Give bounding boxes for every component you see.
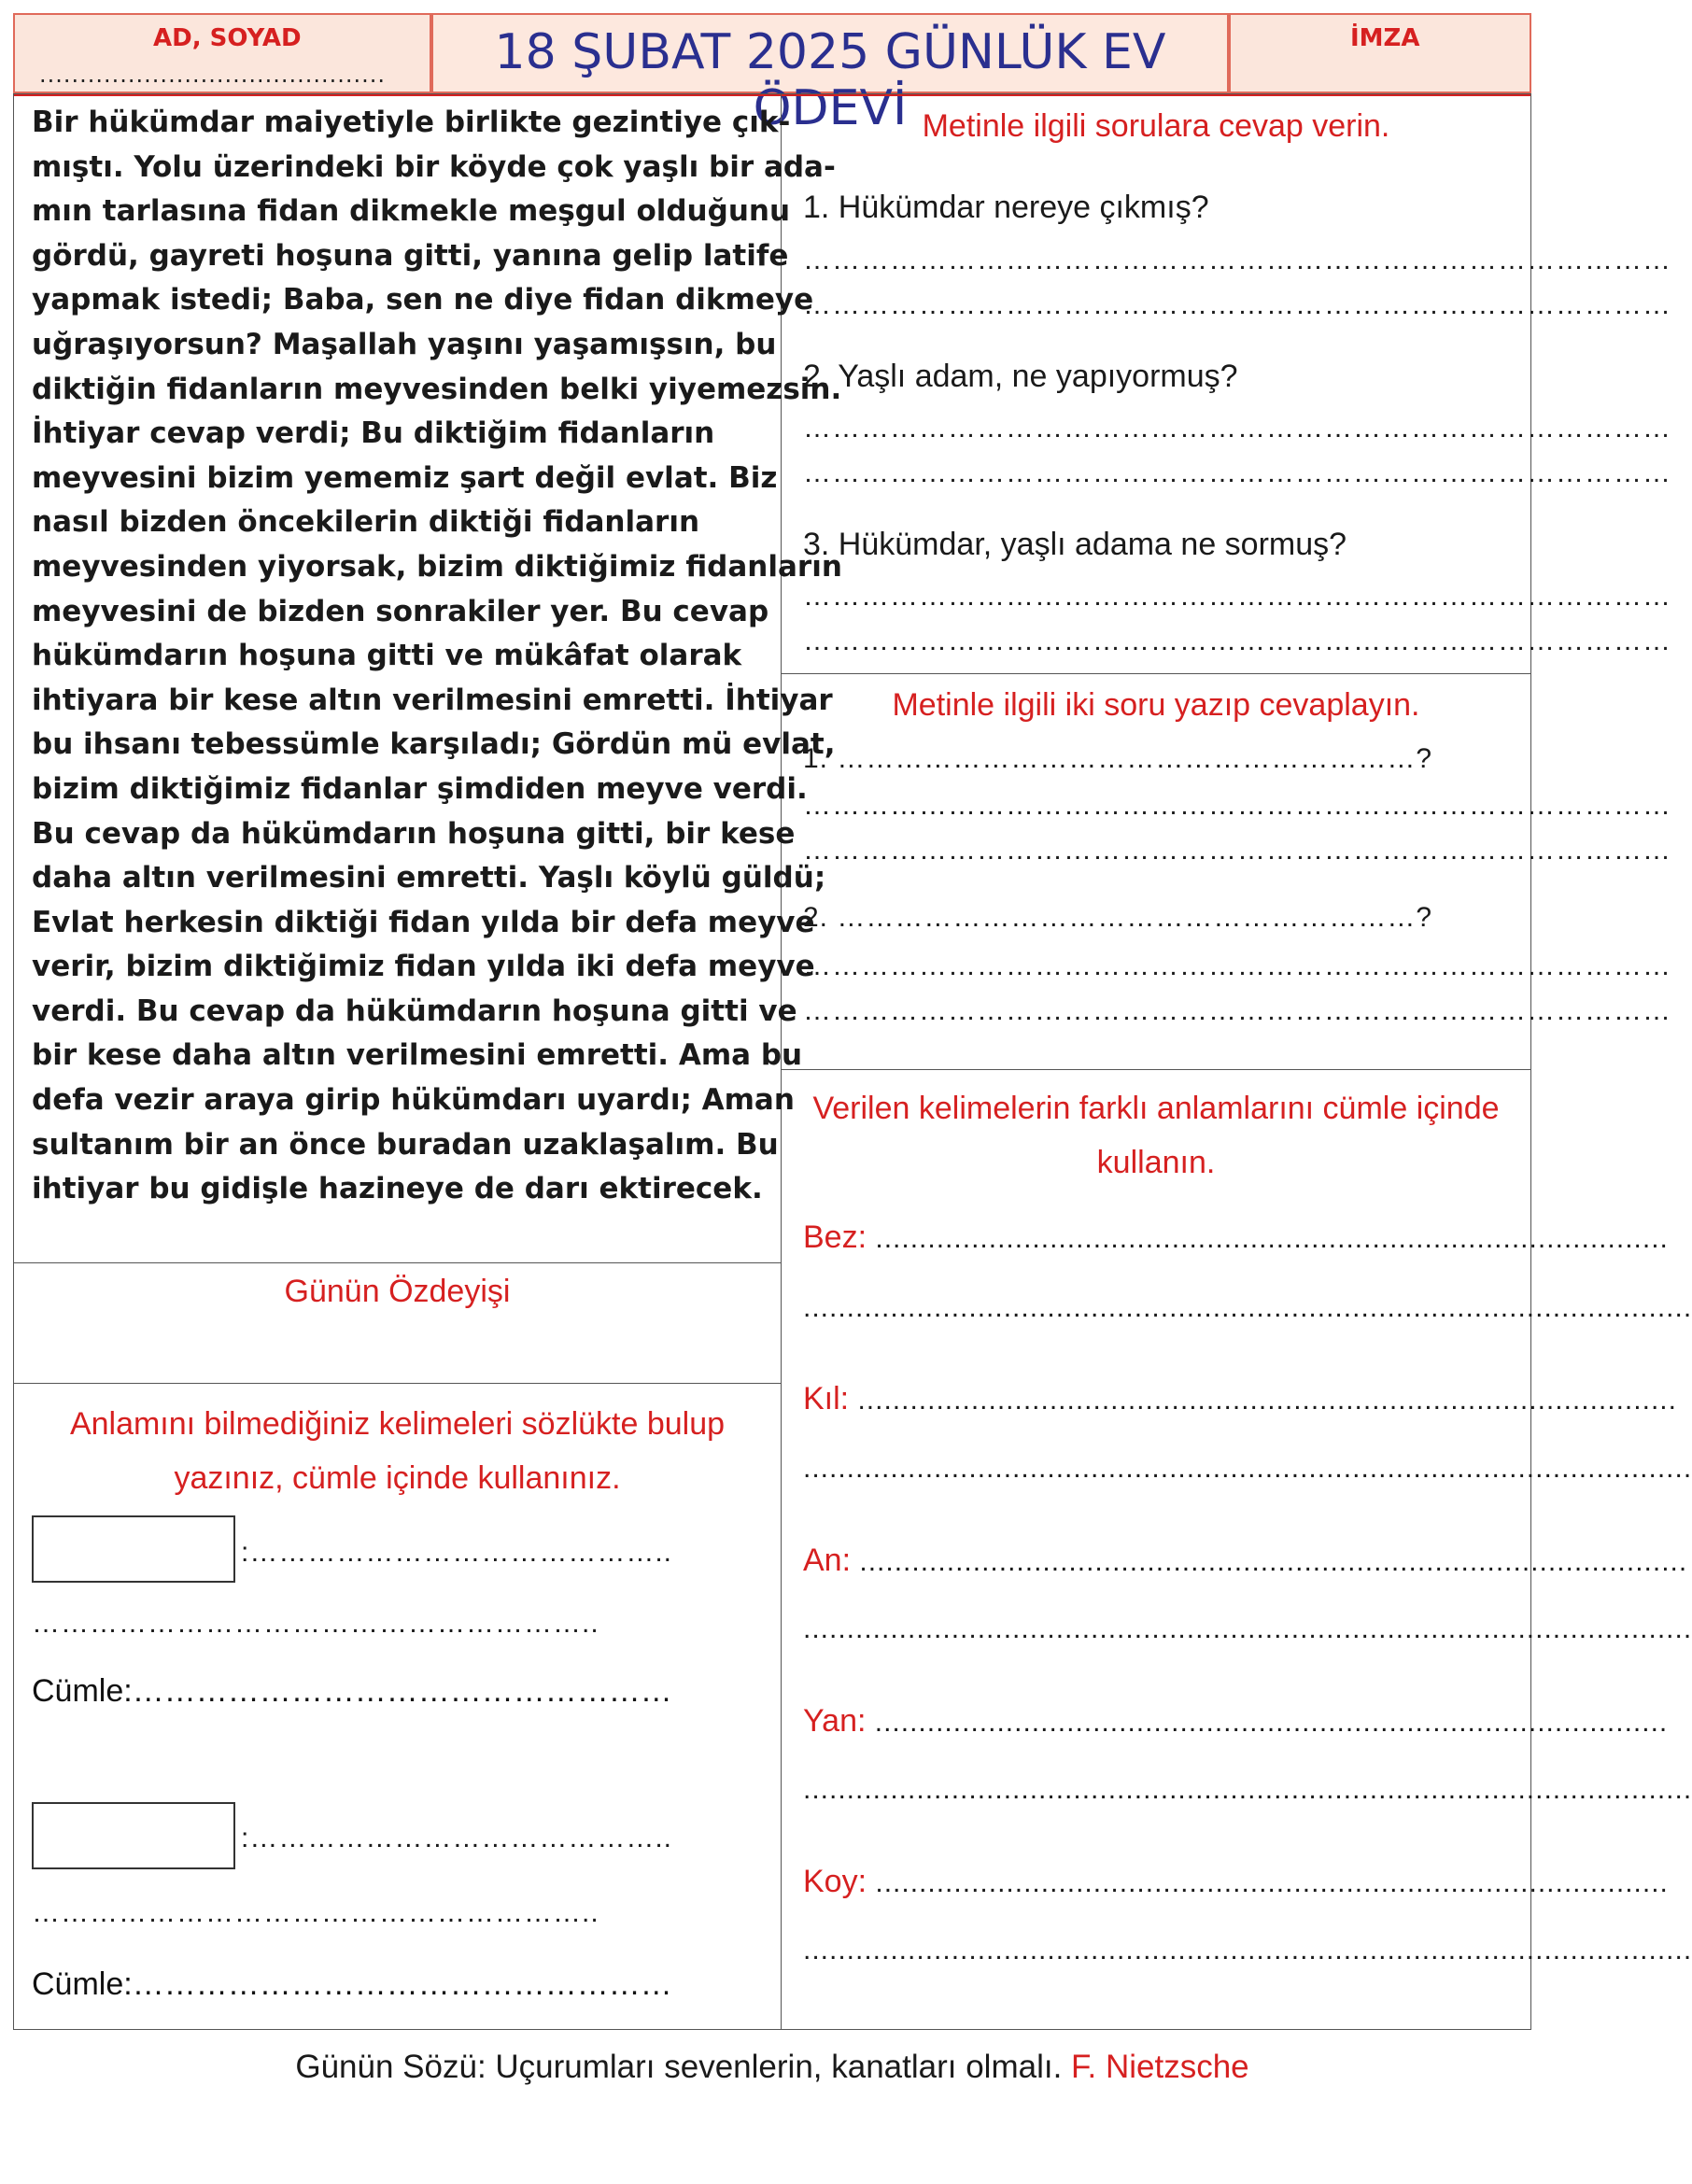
answer-dots[interactable]: ……………………………………………………………………………… [803, 245, 1671, 275]
story-line: meyvesini bizim yememiz şart değil evlat. Biz [32, 460, 778, 495]
sentence-line[interactable]: Cümle:…………………………………………… [32, 1966, 672, 2002]
word-label: An: [803, 1543, 852, 1578]
story-line: Bir hükümdar maiyetiyle birlikte gezintiye çık- [32, 106, 791, 139]
story-line: ihtiyara bir kese altın verilmesini emretti. İhtiyar [32, 683, 833, 717]
story-line: bir kese daha altın verilmesini emretti. Ama bu [32, 1038, 803, 1073]
story-line: sultanım bir an önce buradan uzaklaşalım. Bu [32, 1127, 779, 1162]
ozdeyis-top-line [13, 1262, 782, 1263]
story-text [32, 101, 842, 1212]
word-line-dots[interactable]: ...................................................................................................... [803, 1613, 1692, 1644]
questions-divider [781, 673, 1531, 674]
word-dots: .............................................................................................. [849, 1385, 1677, 1416]
story-line: yapmak istedi; Baba, sen ne diye fidan dikmeye [32, 283, 814, 317]
answer-dots[interactable]: ……………………………………………………………………………… [803, 458, 1671, 488]
word-line-dots[interactable]: ...................................................................................................... [803, 1774, 1692, 1805]
name-dots: ........................................... [39, 62, 387, 88]
word-dots: ........................................................................................... [867, 1223, 1669, 1254]
word-dots: ........................................................................................... [867, 1867, 1669, 1898]
story-line: meyvesinden yiyorsak, bizim diktiğimiz fidanların [32, 549, 842, 584]
answer-dots[interactable]: ……………………………………………………………………………… [803, 413, 1671, 444]
story-line: gördü, gayreti hoşuna gitti, yanına gelip latife [32, 238, 789, 273]
word-definition-dots[interactable]: :…………………………………….. [241, 1537, 673, 1568]
story-line: bu ihsanı tebessümle karşıladı; Gördün mü evlat, [32, 727, 836, 762]
definition-line-dots[interactable]: ………………………………………………….. [32, 1897, 599, 1928]
story-line: uğraşıyorsun? Maşallah yaşını yaşamışsın, bu [32, 327, 777, 361]
words-heading-line1: Verilen kelimelerin farklı anlamlarını cümle içinde [812, 1091, 1500, 1126]
word-kil[interactable] [803, 1381, 1677, 1417]
word-bez[interactable] [803, 1219, 1669, 1256]
page-title: 18 ŞUBAT 2025 GÜNLÜK EV ÖDEVİ [494, 24, 1166, 136]
answer-dots[interactable]: ……………………………………………………………………………… [803, 951, 1671, 981]
question-3: 3. Hükümdar, yaşlı adama ne sormuş? [803, 527, 1347, 562]
signature-label: İMZA [1350, 24, 1420, 52]
dictionary-heading-line2: yazınız, cümle içinde kullanınız. [174, 1460, 621, 1496]
word-label: Yan: [803, 1703, 867, 1739]
answer-dots[interactable]: ……………………………………………………………………………… [803, 289, 1671, 320]
answer-dots[interactable]: ……………………………………………………………………………… [803, 995, 1671, 1026]
story-line: Evlat herkesin diktiği fidan yılda bir defa meyve [32, 905, 815, 939]
answer-dots[interactable]: ……………………………………………………………………………… [803, 790, 1671, 821]
word-box-1[interactable] [32, 1515, 235, 1583]
word-line-dots[interactable]: ...................................................................................................... [803, 1292, 1692, 1323]
word-dots: ............................................................................................... [851, 1546, 1688, 1577]
word-an[interactable] [803, 1543, 1688, 1579]
word-box-2[interactable] [32, 1802, 235, 1869]
word-label: Bez: [803, 1219, 867, 1255]
dictionary-heading-line1: Anlamını bilmediğiniz kelimeleri sözlükte bulup [69, 1406, 726, 1442]
answer-dots[interactable]: ……………………………………………………………………………… [803, 581, 1671, 612]
word-label: Kıl: [803, 1381, 850, 1416]
word-dots: ........................................................................................... [866, 1707, 1669, 1738]
word-line-dots[interactable]: ...................................................................................................... [803, 1935, 1692, 1966]
quote-text: Günün Sözü: Uçurumları sevenlerin, kanatları olmalı. [295, 2049, 1072, 2085]
own-question-2[interactable]: 2. ……………………………………………………? [803, 902, 1433, 933]
name-label: AD, SOYAD [153, 24, 302, 52]
story-line: hükümdarın hoşuna gitti ve mükâfat olarak [32, 639, 742, 673]
answer-dots[interactable]: ……………………………………………………………………………… [803, 835, 1671, 866]
word-yan[interactable] [803, 1703, 1669, 1740]
story-line: daha altın verilmesini emretti. Yaşlı köylü güldü; [32, 861, 826, 895]
dictionary-heading [13, 1397, 782, 1505]
story-line: İhtiyar cevap verdi; Bu diktiğim fidanların [32, 416, 715, 451]
story-line: mın tarlasına fidan dikmekle meşgul olduğunu [32, 194, 791, 229]
answer-dots[interactable]: ……………………………………………………………………………… [803, 626, 1671, 656]
story-line: verir, bizim diktiğimiz fidan yılda iki defa meyve [32, 950, 815, 984]
questions-heading: Metinle ilgili sorulara cevap verin. [922, 108, 1390, 144]
definition-line-dots[interactable]: ………………………………………………….. [32, 1608, 599, 1639]
story-line: mıştı. Yolu üzerindeki bir köyde çok yaşlı bir ada- [32, 149, 836, 184]
name-field[interactable] [13, 13, 431, 93]
words-heading-line2: kullanın. [1096, 1145, 1216, 1180]
question-2: 2. Yaşlı adam, ne yapıyormuş? [803, 359, 1238, 394]
ozdeyis-bottom-line [13, 1383, 782, 1384]
story-line: ihtiyar bu gidişle hazineye de darı ektirecek. [32, 1172, 763, 1206]
story-line: Bu cevap da hükümdarın hoşuna gitti, bir kese [32, 816, 796, 851]
story-line: bizim diktiğimiz fidanlar şimdiden meyve verdi. [32, 771, 808, 806]
quote-author: F. Nietzsche [1071, 2049, 1249, 2085]
word-label: Koy: [803, 1864, 867, 1899]
footer-quote [0, 2049, 1544, 2086]
write-questions-divider [781, 1069, 1531, 1070]
own-question-1[interactable]: 1. ……………………………………………………? [803, 743, 1433, 774]
word-line-dots[interactable]: ...................................................................................................... [803, 1453, 1692, 1484]
story-line: defa vezir araya girip hükümdarı uyardı; Aman [32, 1083, 795, 1118]
story-line: verdi. Bu cevap da hükümdarın hoşuna gitti ve [32, 993, 797, 1028]
story-line: meyvesini de bizden sonrakiler yer. Bu cevap [32, 594, 769, 628]
sentence-line[interactable]: Cümle:…………………………………………… [32, 1673, 672, 1709]
word-koy[interactable] [803, 1864, 1669, 1900]
words-heading [781, 1081, 1531, 1190]
signature-field[interactable] [1229, 13, 1531, 93]
write-questions-heading: Metinle ilgili iki soru yazıp cevaplayın. [892, 687, 1420, 723]
story-line: nasıl bizden öncekilerin diktiği fidanların [32, 505, 700, 540]
word-definition-dots[interactable]: :…………………………………….. [241, 1823, 673, 1853]
question-1: 1. Hükümdar nereye çıkmış? [803, 190, 1209, 225]
story-line: diktiğin fidanların meyvesinden belki yiyemezsin. [32, 372, 842, 406]
ozdeyis-title: Günün Özdeyişi [284, 1274, 511, 1309]
